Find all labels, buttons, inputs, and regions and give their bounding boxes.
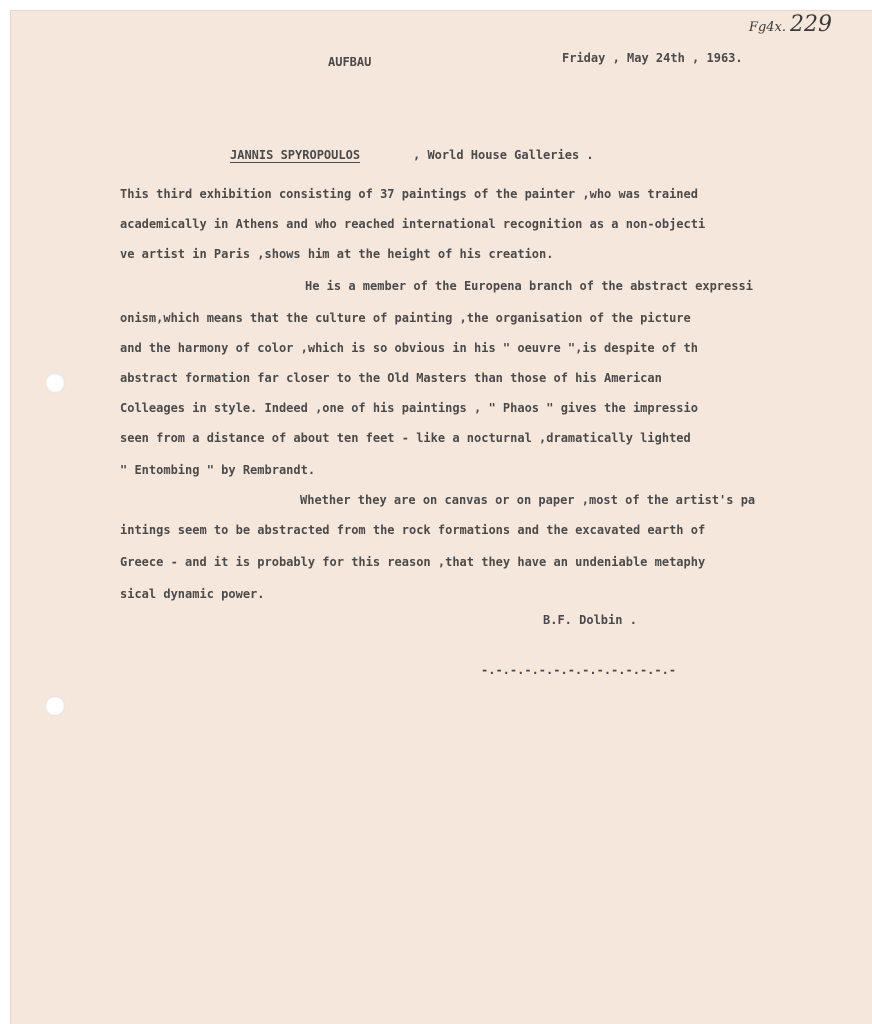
body-line: Greece - and it is probably for this reason ,that they have an undeniable metaphy (120, 555, 706, 569)
body-line: He is a member of the Europena branch of the abstract expressi (305, 279, 753, 293)
body-line: academically in Athens and who reached international recognition as a non-objecti (120, 217, 706, 231)
body-line: intings seem to be abstracted from the rock formations and the excavated earth of (120, 523, 706, 537)
punch-hole-bottom (45, 696, 65, 716)
body-line: sical dynamic power. (120, 587, 265, 601)
closing-divider: -.-.-.-.-.-.-.-.-.-.-.-.-.- (481, 663, 677, 677)
body-line: abstract formation far closer to the Old Masters than those of his American (120, 371, 662, 385)
body-line: Whether they are on canvas or on paper ,most of the artist's pa (300, 493, 756, 507)
body-line: onism,which means that the culture of painting ,the organisation of the picture (120, 311, 691, 325)
page-note-number: 229 (790, 12, 832, 37)
body-line: Colleages in style. Indeed ,one of his paintings , " Phaos " gives the impressio (120, 401, 698, 415)
gallery-name: , World House Galleries . (413, 148, 594, 162)
publication-name: AUFBAU (328, 55, 372, 69)
punch-hole-top (45, 373, 65, 393)
body-line: This third exhibition consisting of 37 paintings of the painter ,who was trained (120, 187, 698, 201)
body-line: and the harmony of color ,which is so obvious in his " oeuvre ",is despite of th (120, 341, 698, 355)
publication-date: Friday , May 24th , 1963. (562, 51, 743, 65)
author-signature: B.F. Dolbin . (543, 613, 637, 627)
document-page (10, 10, 872, 1024)
handwritten-page-note (749, 12, 832, 37)
body-line: " Entombing " by Rembrandt. (120, 463, 316, 477)
artist-name: JANNIS SPYROPOULOS (230, 148, 361, 162)
body-line: seen from a distance of about ten feet - like a nocturnal ,dramatically lighted (120, 431, 691, 445)
page-note-prefix: Fg4x. (748, 20, 786, 35)
body-line: ve artist in Paris ,shows him at the height of his creation. (120, 247, 554, 261)
